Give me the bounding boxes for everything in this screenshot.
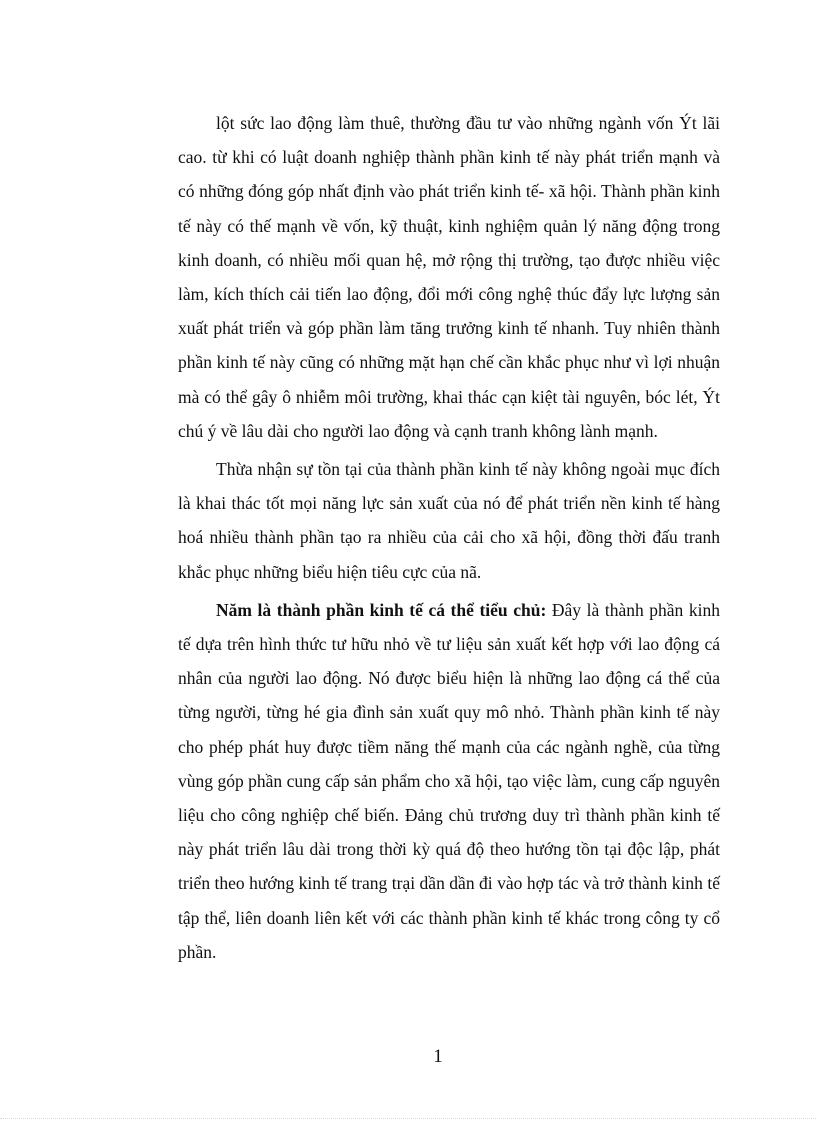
paragraph-continuation	[178, 106, 720, 448]
paragraph-text: lột sức lao động làm thuê, thường đầu tư vào những ngành vốn Ýt lãi cao. từ khi có luật doanh nghiệp thành phần kinh tế này phát triển mạnh và có những đóng góp nhất định vào phát triển kinh tế- xã hội. Thành phần kinh tế này có thế mạnh về vốn, kỹ thuật, kinh nghiệm quản lý năng động trong kinh doanh, có nhiều mối quan hệ, mở rộng thị trường, tạo được nhiều việc làm, kích thích cải tiến lao động, đổi mới công nghệ thúc đẩy lực lượng sản xuất phát triển và góp phần làm tăng trưởng kinh tế nhanh. Tuy nhiên thành phần kinh tế này cũng có những mặt hạn chế cần khắc phục như vì lợi nhuận mà có thể gây ô nhiễm môi trường, khai thác cạn kiệt tài nguyên, bóc lét, Ýt chú ý về lâu dài cho người lao động và cạnh tranh không lành mạnh.	[178, 113, 720, 441]
page-number: 1	[433, 1046, 443, 1067]
paragraph-text: Đây là thành phần kinh tế dựa trên hình thức tư hữu nhỏ về tư liệu sản xuất kết hợp với lao động cá nhân của người lao động. Nó được biểu hiện là những lao động cá thể của từng người, từng hé gia đình sản xuất quy mô nhỏ. Thành phần kinh tế này cho phép phát huy được tiềm năng thế mạnh của các ngành nghề, của từng vùng góp phần cung cấp sản phẩm cho xã hội, tạo việc làm, cung cấp nguyên liệu cho công nghiệp chế biến. Đảng chủ trương duy trì thành phần kinh tế này phát triển lâu dài trong thời kỳ quá độ theo hướng tồn tại độc lập, phát triển theo hướng kinh tế trang trại dần dần đi vào hợp tác và trở thành kinh tế tập thể, liên doanh liên kết với các thành phần kinh tế khác trong công ty cổ phần.	[178, 599, 720, 962]
page-bottom-divider	[0, 1118, 816, 1119]
paragraph-text: Thừa nhận sự tồn tại của thành phần kinh tế này không ngoài mục đích là khai thác tốt mọi năng lực sản xuất của nó để phát triển nền kinh tế hàng hoá nhiều thành phần tạo ra nhiều của cải cho xã hội, đồng thời đấu tranh khắc phục những biểu hiện tiêu cực của nã.	[178, 459, 720, 582]
paragraph	[178, 452, 720, 589]
paragraph	[178, 593, 720, 969]
paragraph-lead-heading: Năm là thành phần kinh tế cá thể tiểu chủ:	[216, 599, 547, 620]
body-text	[178, 106, 720, 969]
